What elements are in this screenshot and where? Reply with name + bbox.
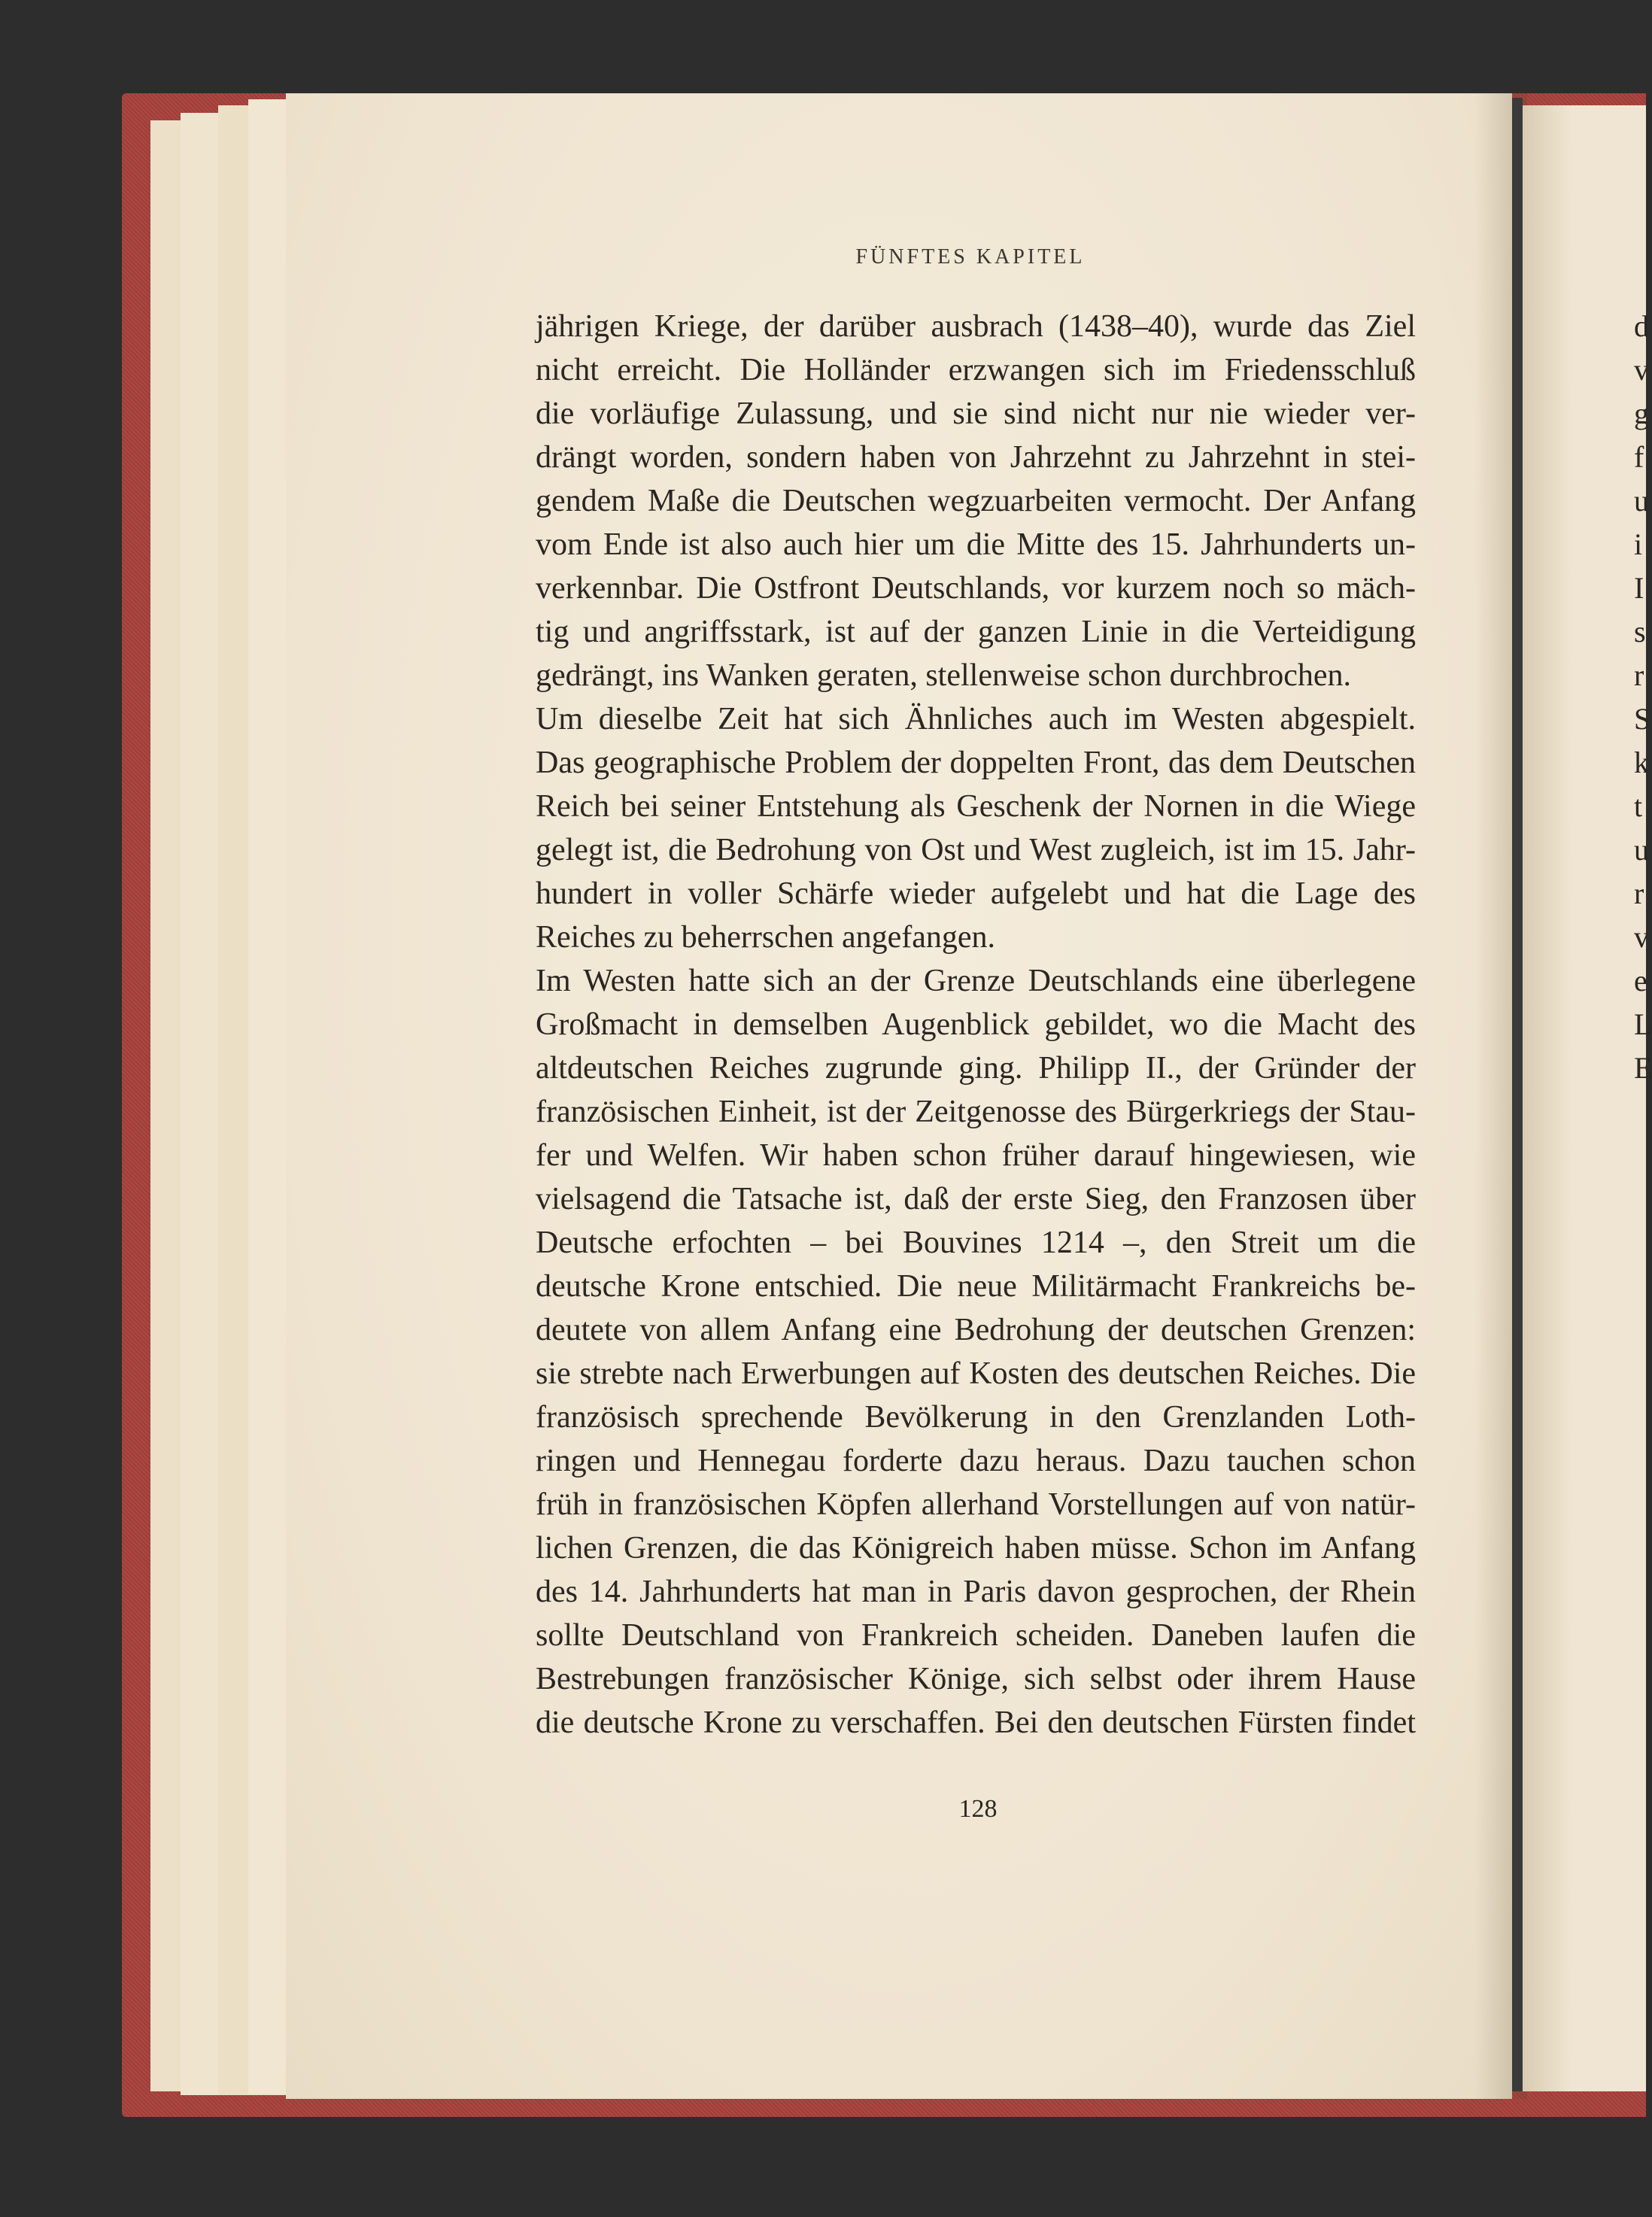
text-line: vom Ende ist also auch hier um die Mitte des 15. Jahrhunderts un-	[536, 527, 1416, 562]
text-line: altdeutschen Reiches zugrunde ging. Philipp II., der Gründer der	[536, 1051, 1416, 1086]
text-line: deutete von allem Anfang eine Bedrohung der deutschen Grenzen:	[536, 1313, 1416, 1347]
text-line: jährigen Kriege, der darüber ausbrach (1438–40), wurde das Ziel	[536, 309, 1416, 344]
text-line: Reich bei seiner Entstehung als Geschenk der Nornen in die Wiege	[536, 789, 1416, 824]
gutter-shadow	[1512, 98, 1523, 2091]
text-line: die deutsche Krone zu verschaffen. Bei den deutschen Fürsten findet	[536, 1705, 1416, 1740]
text-line: des 14. Jahrhunderts hat man in Paris davon gesprochen, der Rhein	[536, 1575, 1416, 1609]
text-line: französisch sprechende Bevölkerung in den Grenzlanden Loth-	[536, 1400, 1416, 1435]
facing-page-letter: L	[1634, 1007, 1652, 1041]
text-line: Im Westen hatte sich an der Grenze Deutschlands eine überlegene	[536, 964, 1416, 998]
text-line: drängt worden, sondern haben von Jahrzehnt zu Jahrzehnt in stei-	[536, 440, 1416, 475]
facing-page-letter: f	[1634, 440, 1644, 474]
text-line: gelegt ist, die Bedrohung von Ost und West zugleich, ist im 15. Jahr-	[536, 833, 1416, 867]
text-line: lichen Grenzen, die das Königreich haben müsse. Schon im Anfang	[536, 1531, 1416, 1566]
facing-page-letter: g	[1634, 396, 1649, 430]
facing-page-letter: i	[1634, 527, 1643, 561]
text-line: sollte Deutschland von Frankreich scheiden. Daneben laufen die	[536, 1618, 1416, 1653]
facing-page-letter: v	[1634, 353, 1649, 387]
facing-page-letter: E	[1634, 1051, 1652, 1085]
facing-page-letter: u	[1634, 833, 1649, 867]
text-line: hundert in voller Schärfe wieder aufgelebt und hat die Lage des	[536, 876, 1416, 911]
facing-page-letter: d	[1634, 309, 1649, 343]
page-number: 128	[958, 1795, 998, 1823]
text-line: früh in französischen Köpfen allerhand Vorstellungen auf von natür-	[536, 1487, 1416, 1522]
text-line: Das geographische Problem der doppelten Front, das dem Deutschen	[536, 746, 1416, 780]
text-line: fer und Welfen. Wir haben schon früher darauf hingewiesen, wie	[536, 1138, 1416, 1173]
text-line: verkennbar. Die Ostfront Deutschlands, vor kurzem noch so mäch-	[536, 571, 1416, 606]
facing-page-letter: e	[1634, 964, 1647, 998]
text-line: Deutsche erfochten – bei Bouvines 1214 –, den Streit um die	[536, 1225, 1416, 1260]
facing-page-letter: I	[1634, 571, 1644, 605]
facing-page-letter: S	[1634, 702, 1651, 736]
text-line: ringen und Hennegau forderte dazu heraus. Dazu tauchen schon	[536, 1444, 1416, 1478]
text-line: gedrängt, ins Wanken geraten, stellenweise schon durchbrochen.	[536, 658, 1351, 693]
text-line: deutsche Krone entschied. Die neue Militärmacht Frankreichs be-	[536, 1269, 1416, 1304]
text-line: Großmacht in demselben Augenblick gebildet, wo die Macht des	[536, 1007, 1416, 1042]
facing-page-letter: u	[1634, 484, 1649, 518]
body-text	[536, 305, 1416, 1745]
text-line: vielsagend die Tatsache ist, daß der erste Sieg, den Franzosen über	[536, 1182, 1416, 1216]
text-line: gendem Maße die Deutschen wegzuarbeiten vermocht. Der Anfang	[536, 484, 1416, 518]
running-header: FÜNFTES KAPITEL	[855, 245, 1086, 269]
facing-page-letter: t	[1634, 789, 1643, 823]
text-line: Bestrebungen französischer Könige, sich selbst oder ihrem Hause	[536, 1662, 1416, 1696]
text-line: sie strebte nach Erwerbungen auf Kosten des deutschen Reiches. Die	[536, 1356, 1416, 1391]
text-line: tig und angriffsstark, ist auf der ganzen Linie in die Verteidigung	[536, 615, 1416, 649]
facing-page-letter: r	[1634, 658, 1644, 692]
facing-page-letter: s	[1634, 615, 1646, 648]
facing-page-letter: r	[1634, 876, 1644, 910]
text-line: Um dieselbe Zeit hat sich Ähnliches auch im Westen abgespielt.	[536, 702, 1416, 736]
text-line: nicht erreicht. Die Holländer erzwangen sich im Friedensschluß	[536, 353, 1416, 387]
facing-page-letter: k	[1634, 746, 1649, 779]
facing-page-letter: v	[1634, 920, 1649, 954]
text-line: französischen Einheit, ist der Zeitgenosse des Bürgerkriegs der Stau-	[536, 1095, 1416, 1129]
facing-page	[1523, 105, 1646, 2091]
text-line: die vorläufige Zulassung, und sie sind nicht nur nie wieder ver-	[536, 396, 1416, 431]
text-line: Reiches zu beherrschen angefangen.	[536, 920, 996, 955]
